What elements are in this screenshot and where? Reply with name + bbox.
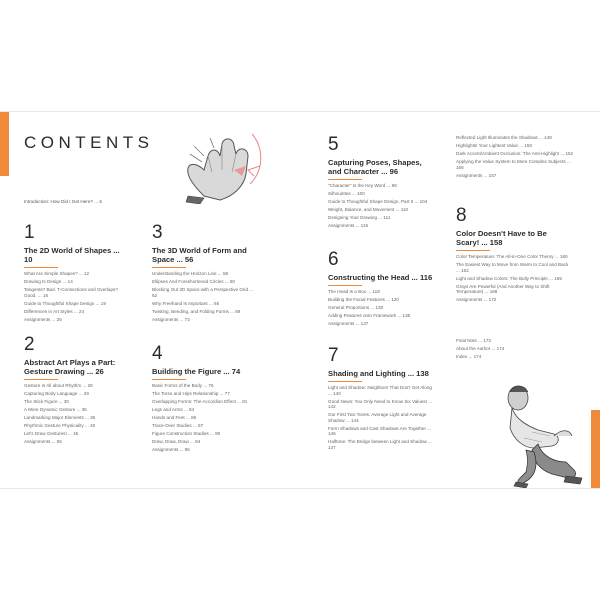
- list-item: Why Freehand Is Important ... 66: [152, 300, 220, 306]
- chapter-entries: [24, 383, 128, 444]
- list-item: Applying the Value System to More Complex Subjects ... 156: [456, 158, 571, 170]
- chapter-entries: [456, 254, 570, 303]
- list-item: Hands and Feet ... 86: [152, 414, 197, 420]
- list-item: Differences in Art Styles ... 24: [24, 308, 85, 314]
- list-item: Reflected Light Illuminates the Shadows ... 148: [456, 135, 552, 140]
- chapter-entries: [152, 383, 256, 452]
- list-item: Overlapping Forms: The Accordion Effect ... 81: [152, 398, 248, 404]
- list-item: Tangents? Bad. T-Connections and Overlaps? Good. ... 16: [24, 286, 118, 298]
- list-item: Legs and Arms ... 84: [152, 406, 195, 412]
- list-item: Designing Your Drawing ... 111: [328, 214, 391, 220]
- chapter-underline: [152, 267, 186, 268]
- list-item: Assignments ... 137: [328, 320, 369, 326]
- list-item: Dark Accent/Ambient Occlusion: The Anti-Highlight ... 152: [456, 150, 574, 156]
- list-item: Light and Shadow Colors: The Bully Principle ... 165: [456, 275, 562, 281]
- list-item: The Stick Figure ... 30: [24, 398, 69, 404]
- list-item: Halftone: The Bridge between Light and Shadow ... 147: [328, 439, 432, 450]
- chapter-5: [328, 135, 436, 231]
- list-item: Index ... 174: [456, 353, 482, 359]
- list-item: Our First Two Tones: Average Light and Average Shadow ... 144: [328, 412, 427, 423]
- chapter-title: Constructing the Head ... 116: [328, 273, 433, 282]
- chapter-title: Building the Figure ... 74: [152, 367, 241, 376]
- list-item: Assignments ... 172: [456, 297, 497, 303]
- crouching-figure-illustration: [494, 378, 590, 488]
- chapter-title: The 2D World of Shapes ... 10: [24, 246, 120, 264]
- list-item: About the Author ... 174: [456, 345, 505, 351]
- chapter-number: 8: [456, 205, 467, 226]
- list-item: Assignments ... 157: [456, 172, 497, 178]
- page-bottom-edge: [0, 488, 600, 489]
- list-item: Basic Forms of the Body ... 76: [152, 383, 214, 388]
- chapter-4: [152, 344, 256, 455]
- list-item: The Head Is a Box ... 118: [328, 289, 380, 294]
- list-item: Form Shadows and Cast Shadows Are Together ... 146: [328, 425, 432, 437]
- list-item: Let's Draw Gestures! ... 45: [24, 430, 79, 436]
- list-item: Guide to Thoughtful Shape Design, Part II ... 104: [328, 198, 428, 204]
- chapter-number: 2: [24, 334, 35, 355]
- list-item: Gesture Is All about Rhythm ... 28: [24, 383, 93, 388]
- chapter-entries: [328, 183, 436, 229]
- chapter-title: Capturing Poses, Shapes, and Character ... 96: [328, 158, 422, 176]
- list-item: Drawing Is Design ... 14: [24, 278, 73, 284]
- chapter-entries: [152, 271, 256, 322]
- chapter-underline: [24, 379, 58, 380]
- list-item: Light and Shadow: Neighbors That Don't Get Along ... 140: [328, 385, 432, 396]
- list-item: A More Dynamic Gesture ... 35: [24, 406, 87, 412]
- list-item: Twisting, Bending, and Folding Forms ... 69: [152, 308, 241, 314]
- list-item: Assignments ... 73: [152, 316, 190, 322]
- list-item: Draw, Draw, Draw ... 94: [152, 438, 201, 444]
- list-item: Assignments ... 25: [24, 316, 62, 322]
- chapter-title: Shading and Lighting ... 138: [328, 369, 429, 378]
- chapter-number: 1: [24, 222, 35, 243]
- chapter-underline: [328, 179, 362, 180]
- list-item: Color Temperature: The All-in-One Color Theory ... 160: [456, 254, 568, 259]
- chapter-entries: [24, 271, 128, 322]
- list-item: The Torso and Hips Relationship ... 77: [152, 390, 230, 396]
- list-item: Silhouettes ... 100: [328, 190, 365, 196]
- list-item: Assignments ... 55: [24, 438, 62, 444]
- intro-entry: Introduction: How Did I Get Here? ... 6: [24, 199, 102, 204]
- list-item: Landmarking Major Elements ... 36: [24, 414, 96, 420]
- list-item: Guide to Thoughtful Shape Design ... 19: [24, 300, 106, 306]
- left-orange-tab: [0, 112, 9, 176]
- list-item: Grays Are Powerful (And Another Way to Shift Temperature) ... 168: [456, 283, 550, 295]
- chapter-underline: [328, 285, 362, 286]
- chapter-7-continued: [456, 135, 574, 181]
- chapter-entries: [328, 385, 436, 451]
- chapter-underline: [456, 250, 490, 251]
- list-item: Trace-Over Studies ... 87: [152, 422, 204, 428]
- list-item: What Are Simple Shapes? ... 12: [24, 271, 90, 276]
- list-item: Highlights! Your Lightest Value ... 150: [456, 142, 533, 148]
- list-item: "Character" Is the Key Word ... 98: [328, 183, 397, 188]
- list-item: Good News: You Only Need to Know Six Values! ... 142: [328, 398, 433, 410]
- chapter-underline: [24, 267, 58, 268]
- list-item: Capturing Body Language ... 29: [24, 390, 89, 396]
- chapter-number: 6: [328, 249, 339, 270]
- chapter-number: 3: [152, 222, 163, 243]
- list-item: The Easiest Way to Move from Warm to Cool and Back ... 162: [456, 261, 569, 273]
- chapter-number: 7: [328, 345, 339, 366]
- chapter-underline: [152, 379, 186, 380]
- chapter-title: Color Doesn't Have to Be Scary! ... 158: [456, 229, 547, 247]
- chapter-7: [328, 346, 436, 453]
- chapter-underline: [328, 381, 362, 382]
- chapter-number: 5: [328, 134, 339, 155]
- chapter-6: [328, 250, 436, 329]
- chapter-number: 4: [152, 343, 163, 364]
- hand-sketch-illustration: [164, 126, 276, 204]
- chapter-2: [24, 335, 128, 447]
- chapter-title: The 3D World of Form and Space ... 56: [152, 246, 247, 264]
- list-item: Understanding the Horizon Line ... 58: [152, 271, 229, 276]
- list-item: Ellipses And Foreshortened Circles ... 60: [152, 278, 235, 284]
- chapter-title: Abstract Art Plays a Part: Gesture Drawing ... 26: [24, 358, 116, 376]
- chapter-3: [152, 223, 256, 325]
- chapter-8: [456, 206, 570, 305]
- chapter-entries: [328, 289, 436, 327]
- list-item: Rhythmic Gesture Physicality ... 40: [24, 422, 96, 428]
- list-item: General Proportions ... 130: [328, 304, 384, 310]
- right-orange-tab: [591, 410, 600, 488]
- back-matter: [456, 338, 566, 362]
- list-item: Assignments ... 115: [328, 222, 369, 228]
- list-item: Assignments ... 95: [152, 446, 190, 452]
- chapter-1: [24, 223, 128, 325]
- contents-heading: CONTENTS: [24, 133, 154, 152]
- list-item: Final Note ... 173: [456, 338, 491, 343]
- list-item: Figure Construction Studies ... 90: [152, 430, 221, 436]
- list-item: Blocking Out 3D Space with a Perspective Grid ... 62: [152, 286, 254, 298]
- list-item: Building the Facial Features ... 120: [328, 296, 399, 302]
- list-item: Weight, Balance, and Movement ... 110: [328, 206, 409, 212]
- list-item: Adding Features onto Framework ... 135: [328, 312, 411, 318]
